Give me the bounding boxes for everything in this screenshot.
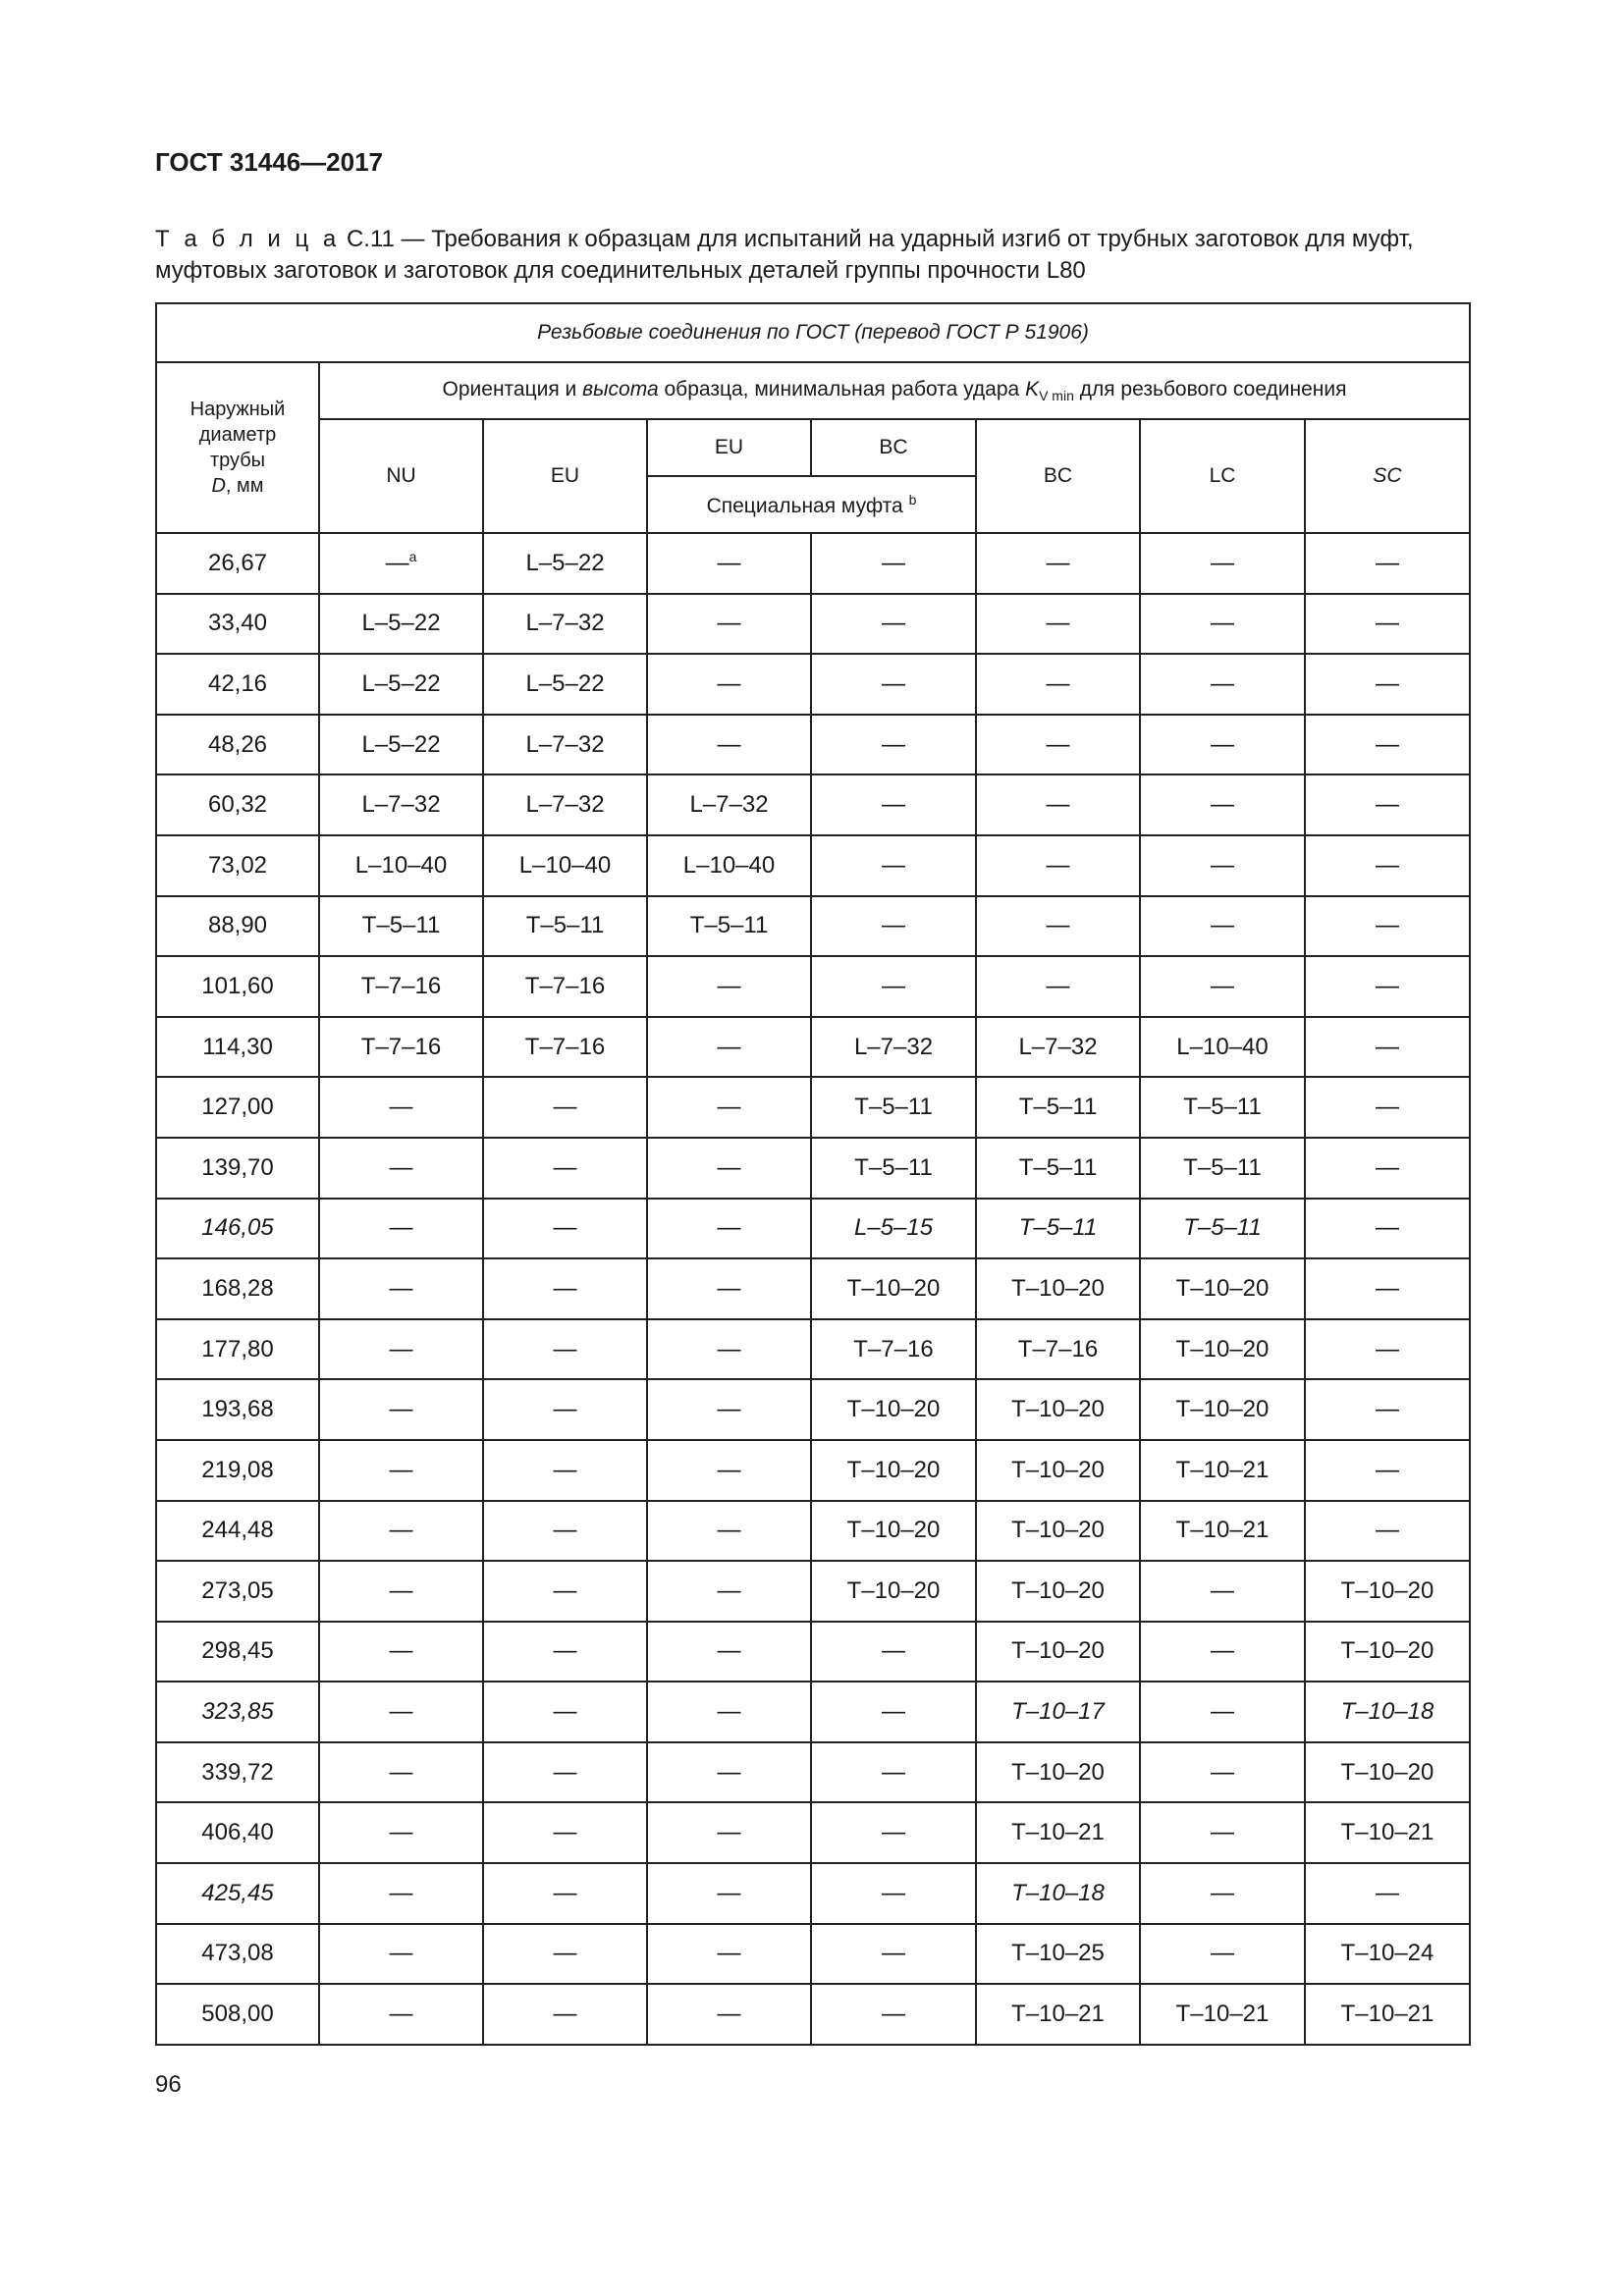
- value-cell: L–10–40: [483, 835, 647, 896]
- diameter-cell: 146,05: [156, 1199, 319, 1259]
- caption-number: С.11: [346, 226, 395, 252]
- value-cell: L–7–32: [319, 774, 483, 835]
- value-cell: —: [483, 1742, 647, 1803]
- diameter-cell: 508,00: [156, 1984, 319, 2045]
- value-cell: —: [319, 1258, 483, 1319]
- value-cell: —: [1140, 1802, 1305, 1863]
- value-cell: T–10–21: [1305, 1984, 1470, 2045]
- diameter-cell: 219,08: [156, 1440, 319, 1501]
- table-row: [156, 1501, 1470, 1562]
- value-cell: —: [976, 835, 1140, 896]
- value-cell: L–5–15: [811, 1199, 976, 1259]
- value-cell: T–5–11: [976, 1199, 1140, 1259]
- col-eu: EU: [483, 419, 647, 533]
- table-row: [156, 1199, 1470, 1259]
- value-cell: —: [647, 594, 811, 655]
- value-cell: T–10–20: [976, 1561, 1140, 1622]
- value-cell: T–5–11: [483, 896, 647, 957]
- table-row: [156, 594, 1470, 655]
- value-cell: T–10–21: [1140, 1984, 1305, 2045]
- value-cell: T–7–16: [976, 1319, 1140, 1380]
- value-cell: —: [483, 1319, 647, 1380]
- diameter-cell: 406,40: [156, 1802, 319, 1863]
- value-cell: T–7–16: [319, 1017, 483, 1078]
- value-cell: —: [647, 1077, 811, 1138]
- value-cell: —: [811, 1802, 976, 1863]
- value-cell: —: [319, 1622, 483, 1682]
- value-cell: —: [319, 1319, 483, 1380]
- value-cell: —: [1305, 1258, 1470, 1319]
- table-row: [156, 1863, 1470, 1924]
- table-title: Резьбовые соединения по ГОСТ (перевод ГОСТ Р 51906): [156, 303, 1470, 362]
- value-cell: —: [976, 654, 1140, 715]
- value-cell: L–10–40: [647, 835, 811, 896]
- value-cell: —: [483, 1984, 647, 2045]
- value-cell: —: [1140, 835, 1305, 896]
- value-cell: T–10–20: [976, 1622, 1140, 1682]
- value-cell: —: [811, 1863, 976, 1924]
- value-cell: —: [647, 1501, 811, 1562]
- value-cell: —: [647, 1199, 811, 1259]
- value-cell: —: [1140, 654, 1305, 715]
- value-cell: T–10–20: [811, 1501, 976, 1562]
- value-cell: —: [1140, 715, 1305, 775]
- value-cell: T–10–21: [976, 1984, 1140, 2045]
- value-cell: L–7–32: [647, 774, 811, 835]
- value-cell: —: [1305, 1440, 1470, 1501]
- value-cell: —: [647, 654, 811, 715]
- value-cell: T–10–20: [976, 1440, 1140, 1501]
- diameter-cell: 168,28: [156, 1258, 319, 1319]
- value-cell: —: [1305, 896, 1470, 957]
- value-cell: T–10–24: [1305, 1924, 1470, 1985]
- table-row: [156, 1561, 1470, 1622]
- value-cell: —$^a$: [319, 533, 483, 594]
- value-cell: T–5–11: [1140, 1077, 1305, 1138]
- orientation-header: Ориентация и высота образца, минимальная работа удара $K_{V min}$ для резьбового соединения: [319, 362, 1470, 419]
- value-cell: —: [483, 1379, 647, 1440]
- value-cell: —: [483, 1622, 647, 1682]
- diameter-cell: 101,60: [156, 956, 319, 1017]
- footnote-b: b: [908, 491, 917, 507]
- value-cell: T–10–21: [1140, 1440, 1305, 1501]
- value-cell: —: [1305, 1863, 1470, 1924]
- value-cell: T–10–20: [1140, 1319, 1305, 1380]
- value-cell: —: [319, 1561, 483, 1622]
- value-cell: L–5–22: [483, 654, 647, 715]
- value-cell: T–5–11: [647, 896, 811, 957]
- value-cell: —: [647, 1924, 811, 1985]
- value-cell: T–10–20: [976, 1501, 1140, 1562]
- footnote-a: a: [408, 549, 417, 565]
- value-cell: —: [483, 1258, 647, 1319]
- value-cell: T–5–11: [976, 1138, 1140, 1199]
- value-cell: T–10–17: [976, 1682, 1140, 1742]
- value-cell: T–5–11: [811, 1077, 976, 1138]
- diameter-cell: 139,70: [156, 1138, 319, 1199]
- value-cell: T–10–18: [976, 1863, 1140, 1924]
- value-cell: —: [647, 533, 811, 594]
- value-cell: —: [976, 774, 1140, 835]
- col-nu: NU: [319, 419, 483, 533]
- value-cell: —: [1305, 1138, 1470, 1199]
- value-cell: T–5–11: [811, 1138, 976, 1199]
- value-cell: —: [319, 1924, 483, 1985]
- value-cell: —: [811, 835, 976, 896]
- table-row: [156, 1622, 1470, 1682]
- table-row: [156, 1924, 1470, 1985]
- value-cell: T–10–20: [811, 1561, 976, 1622]
- value-cell: —: [647, 1742, 811, 1803]
- value-cell: —: [1305, 1199, 1470, 1259]
- value-cell: T–10–20: [811, 1258, 976, 1319]
- value-cell: —: [811, 594, 976, 655]
- value-cell: —: [976, 956, 1140, 1017]
- value-cell: —: [647, 1984, 811, 2045]
- value-cell: —: [811, 896, 976, 957]
- diameter-cell: 48,26: [156, 715, 319, 775]
- value-cell: —: [483, 1199, 647, 1259]
- value-cell: —: [1140, 774, 1305, 835]
- table-row: [156, 1742, 1470, 1803]
- value-cell: —: [1140, 1561, 1305, 1622]
- value-cell: —: [1140, 533, 1305, 594]
- value-cell: —: [483, 1682, 647, 1742]
- value-cell: L–10–40: [319, 835, 483, 896]
- value-cell: —: [647, 1561, 811, 1622]
- value-cell: —: [1305, 1319, 1470, 1380]
- value-cell: T–5–11: [1140, 1199, 1305, 1259]
- value-cell: L–10–40: [1140, 1017, 1305, 1078]
- value-cell: T–7–16: [483, 956, 647, 1017]
- caption-label: Т а б л и ц а: [155, 226, 341, 252]
- table-row: [156, 1138, 1470, 1199]
- value-cell: —: [483, 1561, 647, 1622]
- value-cell: —: [483, 1924, 647, 1985]
- diameter-cell: 26,67: [156, 533, 319, 594]
- value-cell: L–5–22: [319, 715, 483, 775]
- table-row: [156, 1077, 1470, 1138]
- value-cell: —: [647, 1017, 811, 1078]
- diameter-cell: 473,08: [156, 1924, 319, 1985]
- value-cell: —: [1140, 594, 1305, 655]
- value-cell: —: [1305, 956, 1470, 1017]
- diameter-cell: 298,45: [156, 1622, 319, 1682]
- col-lc: LC: [1140, 419, 1305, 533]
- caption-text: — Требования к образцам для испытаний на ударный изгиб от трубных заготовок для муфт, муфтовых заготовок и заготовок для соединительных деталей группы прочности L80: [155, 226, 1414, 284]
- diameter-cell: 193,68: [156, 1379, 319, 1440]
- table-row: [156, 1379, 1470, 1440]
- value-cell: —: [811, 654, 976, 715]
- diameter-cell: 88,90: [156, 896, 319, 957]
- table-row: [156, 896, 1470, 957]
- value-cell: —: [811, 774, 976, 835]
- value-cell: L–5–22: [319, 594, 483, 655]
- col-bc: BC: [976, 419, 1140, 533]
- value-cell: T–5–11: [976, 1077, 1140, 1138]
- table-row: [156, 1682, 1470, 1742]
- diameter-cell: 425,45: [156, 1863, 319, 1924]
- impact-test-table: [155, 302, 1471, 2046]
- value-cell: —: [647, 1440, 811, 1501]
- value-cell: —: [1140, 1742, 1305, 1803]
- value-cell: T–10–20: [976, 1258, 1140, 1319]
- value-cell: —: [483, 1802, 647, 1863]
- value-cell: T–5–11: [319, 896, 483, 957]
- value-cell: T–10–25: [976, 1924, 1140, 1985]
- value-cell: —: [319, 1199, 483, 1259]
- value-cell: —: [811, 533, 976, 594]
- diameter-cell: 114,30: [156, 1017, 319, 1078]
- value-cell: —: [647, 1622, 811, 1682]
- value-cell: —: [319, 1379, 483, 1440]
- table-row: [156, 774, 1470, 835]
- value-cell: —: [319, 1077, 483, 1138]
- table-row: [156, 1319, 1470, 1380]
- value-cell: T–10–20: [1305, 1742, 1470, 1803]
- value-cell: L–5–22: [319, 654, 483, 715]
- value-cell: —: [483, 1863, 647, 1924]
- value-cell: —: [811, 1742, 976, 1803]
- value-cell: —: [319, 1984, 483, 2045]
- value-cell: —: [976, 715, 1140, 775]
- col-sc: SC: [1305, 419, 1470, 533]
- value-cell: —: [811, 1682, 976, 1742]
- diameter-cell: 177,80: [156, 1319, 319, 1380]
- value-cell: —: [647, 1258, 811, 1319]
- value-cell: —: [1140, 1682, 1305, 1742]
- value-cell: T–10–20: [1305, 1622, 1470, 1682]
- diameter-cell: 127,00: [156, 1077, 319, 1138]
- value-cell: T–10–21: [1305, 1802, 1470, 1863]
- value-cell: —: [1305, 715, 1470, 775]
- table-row: [156, 835, 1470, 896]
- value-cell: —: [1140, 896, 1305, 957]
- diameter-cell: 273,05: [156, 1561, 319, 1622]
- value-cell: —: [647, 1379, 811, 1440]
- value-cell: —: [1140, 956, 1305, 1017]
- col-bc-special: BC: [811, 419, 976, 476]
- table-row: [156, 1802, 1470, 1863]
- value-cell: —: [483, 1077, 647, 1138]
- value-cell: T–10–18: [1305, 1682, 1470, 1742]
- value-cell: —: [1305, 1501, 1470, 1562]
- value-cell: —: [1305, 835, 1470, 896]
- value-cell: —: [811, 1924, 976, 1985]
- diameter-cell: 244,48: [156, 1501, 319, 1562]
- value-cell: T–7–16: [319, 956, 483, 1017]
- diameter-cell: 60,32: [156, 774, 319, 835]
- value-cell: —: [1140, 1622, 1305, 1682]
- value-cell: —: [976, 594, 1140, 655]
- value-cell: —: [647, 956, 811, 1017]
- value-cell: T–10–20: [1140, 1258, 1305, 1319]
- col-eu-special: EU: [647, 419, 811, 476]
- value-cell: T–10–20: [1305, 1561, 1470, 1622]
- value-cell: —: [811, 1622, 976, 1682]
- table-row: [156, 1984, 1470, 2045]
- value-cell: —: [1305, 774, 1470, 835]
- table-caption: [155, 224, 1471, 287]
- value-cell: T–5–11: [1140, 1138, 1305, 1199]
- value-cell: —: [1305, 1379, 1470, 1440]
- special-coupling-header: Специальная муфта $^b$: [647, 476, 976, 533]
- value-cell: T–10–20: [1140, 1379, 1305, 1440]
- value-cell: —: [647, 1682, 811, 1742]
- value-cell: —: [319, 1802, 483, 1863]
- value-cell: —: [647, 1863, 811, 1924]
- value-cell: L–5–22: [483, 533, 647, 594]
- diameter-cell: 33,40: [156, 594, 319, 655]
- value-cell: —: [319, 1501, 483, 1562]
- value-cell: —: [319, 1138, 483, 1199]
- value-cell: —: [976, 533, 1140, 594]
- value-cell: —: [319, 1440, 483, 1501]
- document-id: ГОСТ 31446—2017: [155, 147, 383, 177]
- value-cell: —: [483, 1440, 647, 1501]
- value-cell: T–10–20: [811, 1379, 976, 1440]
- value-cell: —: [483, 1501, 647, 1562]
- value-cell: T–7–16: [811, 1319, 976, 1380]
- table-row: [156, 533, 1470, 594]
- diameter-header: Наружный диаметр трубы D, мм: [156, 362, 319, 533]
- value-cell: —: [319, 1682, 483, 1742]
- value-cell: —: [811, 956, 976, 1017]
- diameter-cell: 42,16: [156, 654, 319, 715]
- value-cell: T–10–21: [1140, 1501, 1305, 1562]
- value-cell: —: [976, 896, 1140, 957]
- value-cell: L–7–32: [483, 715, 647, 775]
- value-cell: —: [647, 1802, 811, 1863]
- table-row: [156, 654, 1470, 715]
- value-cell: —: [483, 1138, 647, 1199]
- table-row: [156, 1440, 1470, 1501]
- page-number: 96: [155, 2071, 182, 2098]
- value-cell: —: [1305, 533, 1470, 594]
- value-cell: T–10–20: [976, 1379, 1140, 1440]
- value-cell: —: [811, 1984, 976, 2045]
- diameter-cell: 339,72: [156, 1742, 319, 1803]
- value-cell: —: [647, 715, 811, 775]
- value-cell: T–10–20: [811, 1440, 976, 1501]
- value-cell: —: [647, 1138, 811, 1199]
- table-row: [156, 715, 1470, 775]
- value-cell: L–7–32: [483, 774, 647, 835]
- value-cell: —: [1305, 654, 1470, 715]
- value-cell: —: [1305, 594, 1470, 655]
- diameter-cell: 323,85: [156, 1682, 319, 1742]
- diameter-cell: 73,02: [156, 835, 319, 896]
- value-cell: —: [319, 1742, 483, 1803]
- value-cell: T–10–21: [976, 1802, 1140, 1863]
- table-row: [156, 956, 1470, 1017]
- value-cell: —: [1140, 1863, 1305, 1924]
- value-cell: —: [811, 715, 976, 775]
- value-cell: T–7–16: [483, 1017, 647, 1078]
- value-cell: —: [1305, 1077, 1470, 1138]
- value-cell: L–7–32: [811, 1017, 976, 1078]
- value-cell: —: [319, 1863, 483, 1924]
- value-cell: —: [1305, 1017, 1470, 1078]
- value-cell: —: [1140, 1924, 1305, 1985]
- table-row: [156, 1017, 1470, 1078]
- value-cell: —: [647, 1319, 811, 1380]
- value-cell: T–10–20: [976, 1742, 1140, 1803]
- table-row: [156, 1258, 1470, 1319]
- value-cell: L–7–32: [483, 594, 647, 655]
- value-cell: L–7–32: [976, 1017, 1140, 1078]
